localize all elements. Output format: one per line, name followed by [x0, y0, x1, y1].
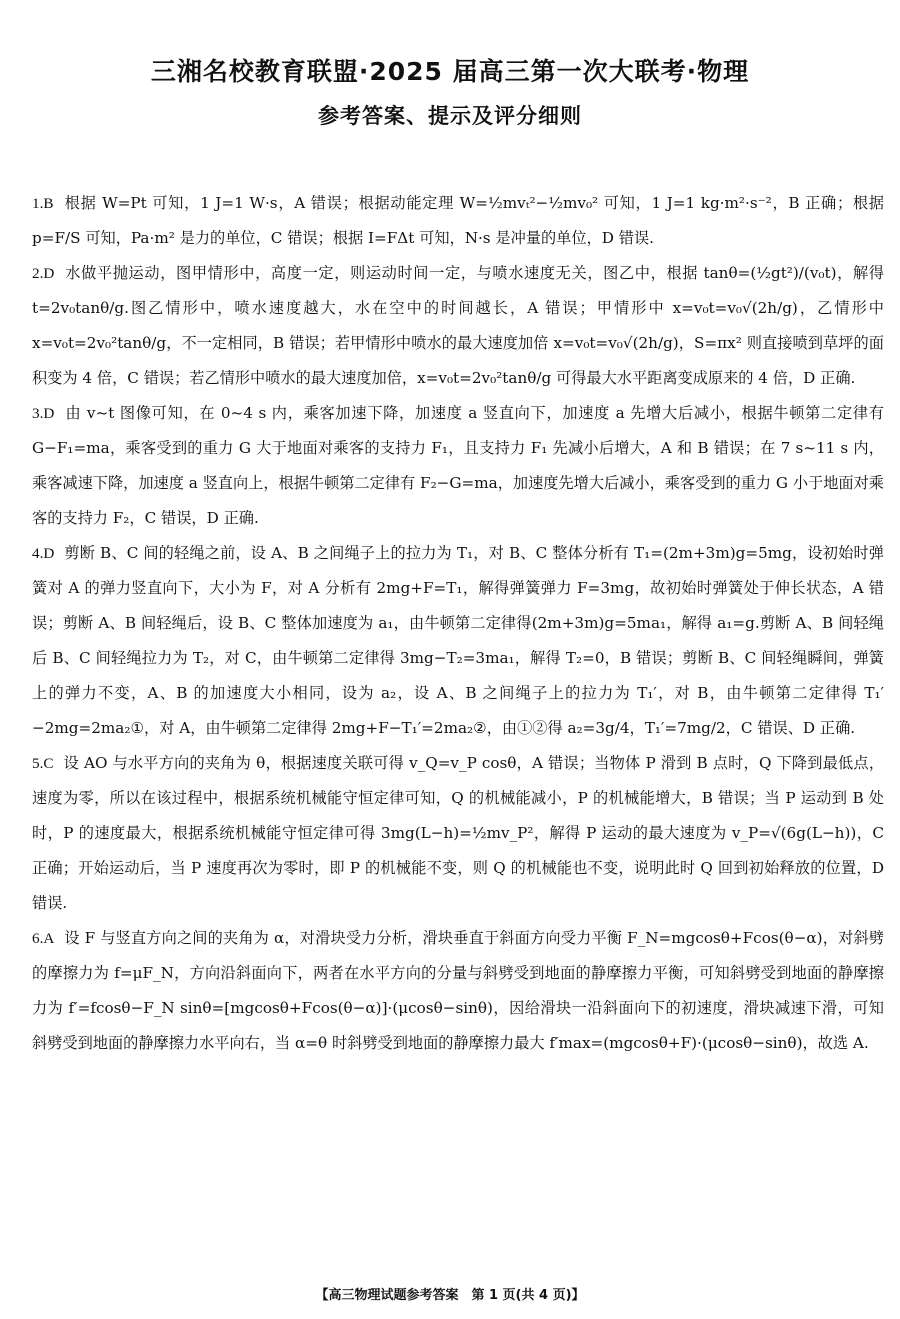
answer-number: 4.D: [32, 545, 55, 562]
page-footer: 【高三物理试题参考答案 第 1 页(共 4 页)】: [315, 1288, 585, 1303]
answer-item-5: [32, 746, 884, 921]
answer-number: 1.B: [32, 195, 54, 212]
answer-number: 3.D: [32, 405, 55, 422]
answer-item-3: [32, 396, 884, 536]
answer-item-4: [32, 536, 884, 746]
answer-text: 由 v~t 图像可知，在 0~4 s 内，乘客加速下降，加速度 a 竖直向下，加速度 a 先增大后减小，根据牛顿第二定律有 G−F₁=ma，乘客受到的重力 G 大于地面对乘客的支持力 F₁，且支持力 F₁ 先减小后增大，A 和 B 错误；在 7 s~11 s 内，乘客减速下降，加速度 a 竖直向上，根据牛顿第二定律有 F₂−G=ma，加速度先增大后减小，乘客受到的重力 G 小于地面对乘客的支持力 F₂，C 错误，D 正确.: [32, 404, 884, 527]
answer-item-2: [32, 256, 884, 396]
page-title: 三湘名校教育联盟·2025 届高三第一次大联考·物理: [150, 57, 750, 86]
answer-number: 6.A: [32, 930, 55, 947]
answer-text: 水做平抛运动，图甲情形中，高度一定，则运动时间一定，与喷水速度无关，图乙中，根据 tanθ=(½gt²)/(v₀t)，解得 t=2v₀tanθ/g.图乙情形中，喷水速度越大，水在空中的时间越长，A 错误；甲情形中 x=v₀t=v₀√(2h/g)，乙情形中 x=v₀t=2v₀²tanθ/g，不一定相同，B 错误；若甲情形中喷水的最大速度加倍 x=v₀t=v₀√(2h/g)，S=πx² 则直接喷到草坪的面积变为 4 倍，C 错误；若乙情形中喷水的最大速度加倍，x=v₀t=2v₀²tanθ/g 可得最大水平距离变成原来的 4 倍，D 正确.: [32, 264, 885, 387]
answer-number: 5.C: [32, 755, 54, 772]
answer-item-6: [32, 921, 884, 1061]
answer-number: 2.D: [32, 265, 55, 282]
answer-text: 剪断 B、C 间的轻绳之前，设 A、B 之间绳子上的拉力为 T₁，对 B、C 整体分析有 T₁=(2m+3m)g=5mg，设初始时弹簧对 A 的弹力竖直向下，大小为 F，对 A 分析有 2mg+F=T₁，解得弹簧弹力 F=3mg，故初始时弹簧处于伸长状态，A 错误；剪断 A、B 间轻绳后，设 B、C 整体加速度为 a₁，由牛顿第二定律得(2m+3m)g=5ma₁，解得 a₁=g.剪断 A、B 间轻绳后 B、C 间轻绳拉力为 T₂，对 C，由牛顿第二定律得 3mg−T₂=3ma₁，解得 T₂=0，B 错误；剪断 B、C 间轻绳瞬间，弹簧上的弹力不变，A、B 的加速度大小相同，设为 a₂，设 A、B 之间绳子上的拉力为 T₁′，对 B，由牛顿第二定律得 T₁′−2mg=2ma₂①，对 A，由牛顿第二定律得 2mg+F−T₁′=2ma₂②，由①②得 a₂=3g/4，T₁′=7mg/2，C 错误、D 正确.: [32, 544, 884, 737]
answer-list: [32, 186, 884, 1061]
answer-text: 设 AO 与水平方向的夹角为 θ，根据速度关联可得 v_Q=v_P cosθ，A 错误；当物体 P 滑到 B 点时，Q 下降到最低点，速度为零，所以在该过程中，根据系统机械能守恒定律可知，Q 的机械能减小，P 的机械能增大，B 错误；当 P 运动到 B 处时，P 的速度最大，根据系统机械能守恒定律可得 3mg(L−h)=½mv_P²，解得 P 运动的最大速度为 v_P=√(6g(L−h))，C 正确；开始运动后，当 P 速度再次为零时，即 P 的机械能不变，则 Q 的机械能也不变，说明此时 Q 回到初始释放的位置，D 错误.: [32, 754, 885, 912]
page-subtitle: 参考答案、提示及评分细则: [318, 104, 582, 128]
answer-item-1: [32, 186, 884, 256]
answer-text: 根据 W=Pt 可知，1 J=1 W·s，A 错误；根据动能定理 W=½mvₜ²−½mv₀² 可知，1 J=1 kg·m²·s⁻²，B 正确；根据 p=F/S 可知，Pa·m² 是力的单位，C 错误；根据 I=FΔt 可知，N·s 是冲量的单位，D 错误.: [32, 194, 884, 247]
answer-text: 设 F 与竖直方向之间的夹角为 α，对滑块受力分析，滑块垂直于斜面方向受力平衡 F_N=mgcosθ+Fcos(θ−α)，对斜劈的摩擦力为 f=μF_N，方向沿斜面向下，两者在水平方向的分量与斜劈受到地面的静摩擦力平衡，可知斜劈受到地面的静摩擦力为 f′=fcosθ−F_N sinθ=[mgcosθ+Fcos(θ−α)]·(μcosθ−sinθ)，因给滑块一沿斜面向下的初速度，滑块减速下滑，可知斜劈受到地面的静摩擦力水平向右，当 α=θ 时斜劈受到地面的静摩擦力最大 f′max=(mgcosθ+F)·(μcosθ−sinθ)，故选 A.: [32, 929, 884, 1052]
